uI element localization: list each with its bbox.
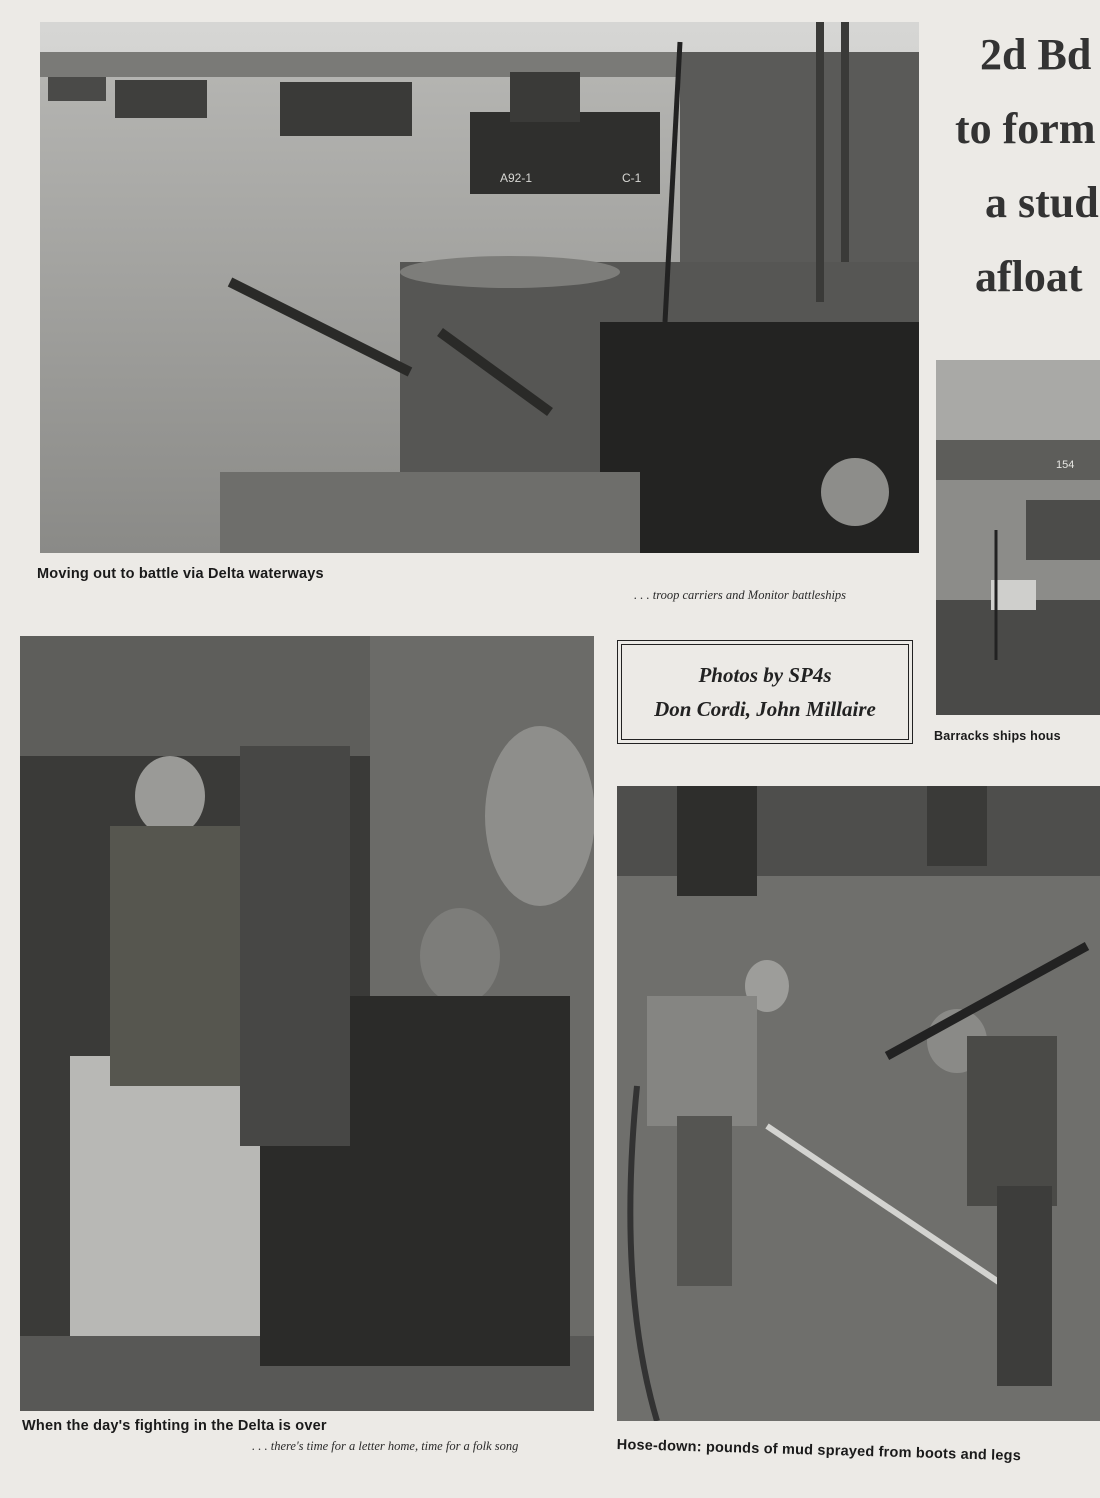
headline-line-1: 2d Bd	[980, 30, 1092, 79]
photo-hose-down	[617, 786, 1100, 1421]
caption-hose-down: Hose-down: pounds of mud sprayed from boots and legs	[616, 1437, 1022, 1465]
photo-credits-box	[617, 640, 913, 744]
photo-barracks-ships	[936, 360, 1100, 715]
photo-boats-waterways	[40, 22, 919, 553]
hull-mark-right: C-1	[622, 171, 642, 185]
caption-quarters-title: When the day's fighting in the Delta is over	[22, 1418, 327, 1434]
headline-line-2: to form	[955, 104, 1096, 153]
credits-line-1: Photos by SP4s	[698, 663, 832, 687]
hull-mark-barracks: 154	[1056, 459, 1075, 471]
headline-line-3: a stud	[985, 178, 1099, 227]
caption-waterways-sub: . . . troop carriers and Monitor battleships	[634, 588, 847, 602]
caption-barracks: Barracks ships hous	[934, 729, 1061, 743]
caption-waterways-title: Moving out to battle via Delta waterways	[37, 566, 324, 582]
caption-quarters-sub: . . . there's time for a letter home, time for a folk song	[252, 1439, 519, 1453]
headline	[950, 18, 1100, 314]
credits-line-2: Don Cordi, John Millaire	[654, 697, 876, 721]
headline-line-4: afloat	[975, 252, 1083, 301]
photo-troop-quarters	[20, 636, 594, 1411]
hull-mark-left: A92-1	[500, 171, 533, 185]
